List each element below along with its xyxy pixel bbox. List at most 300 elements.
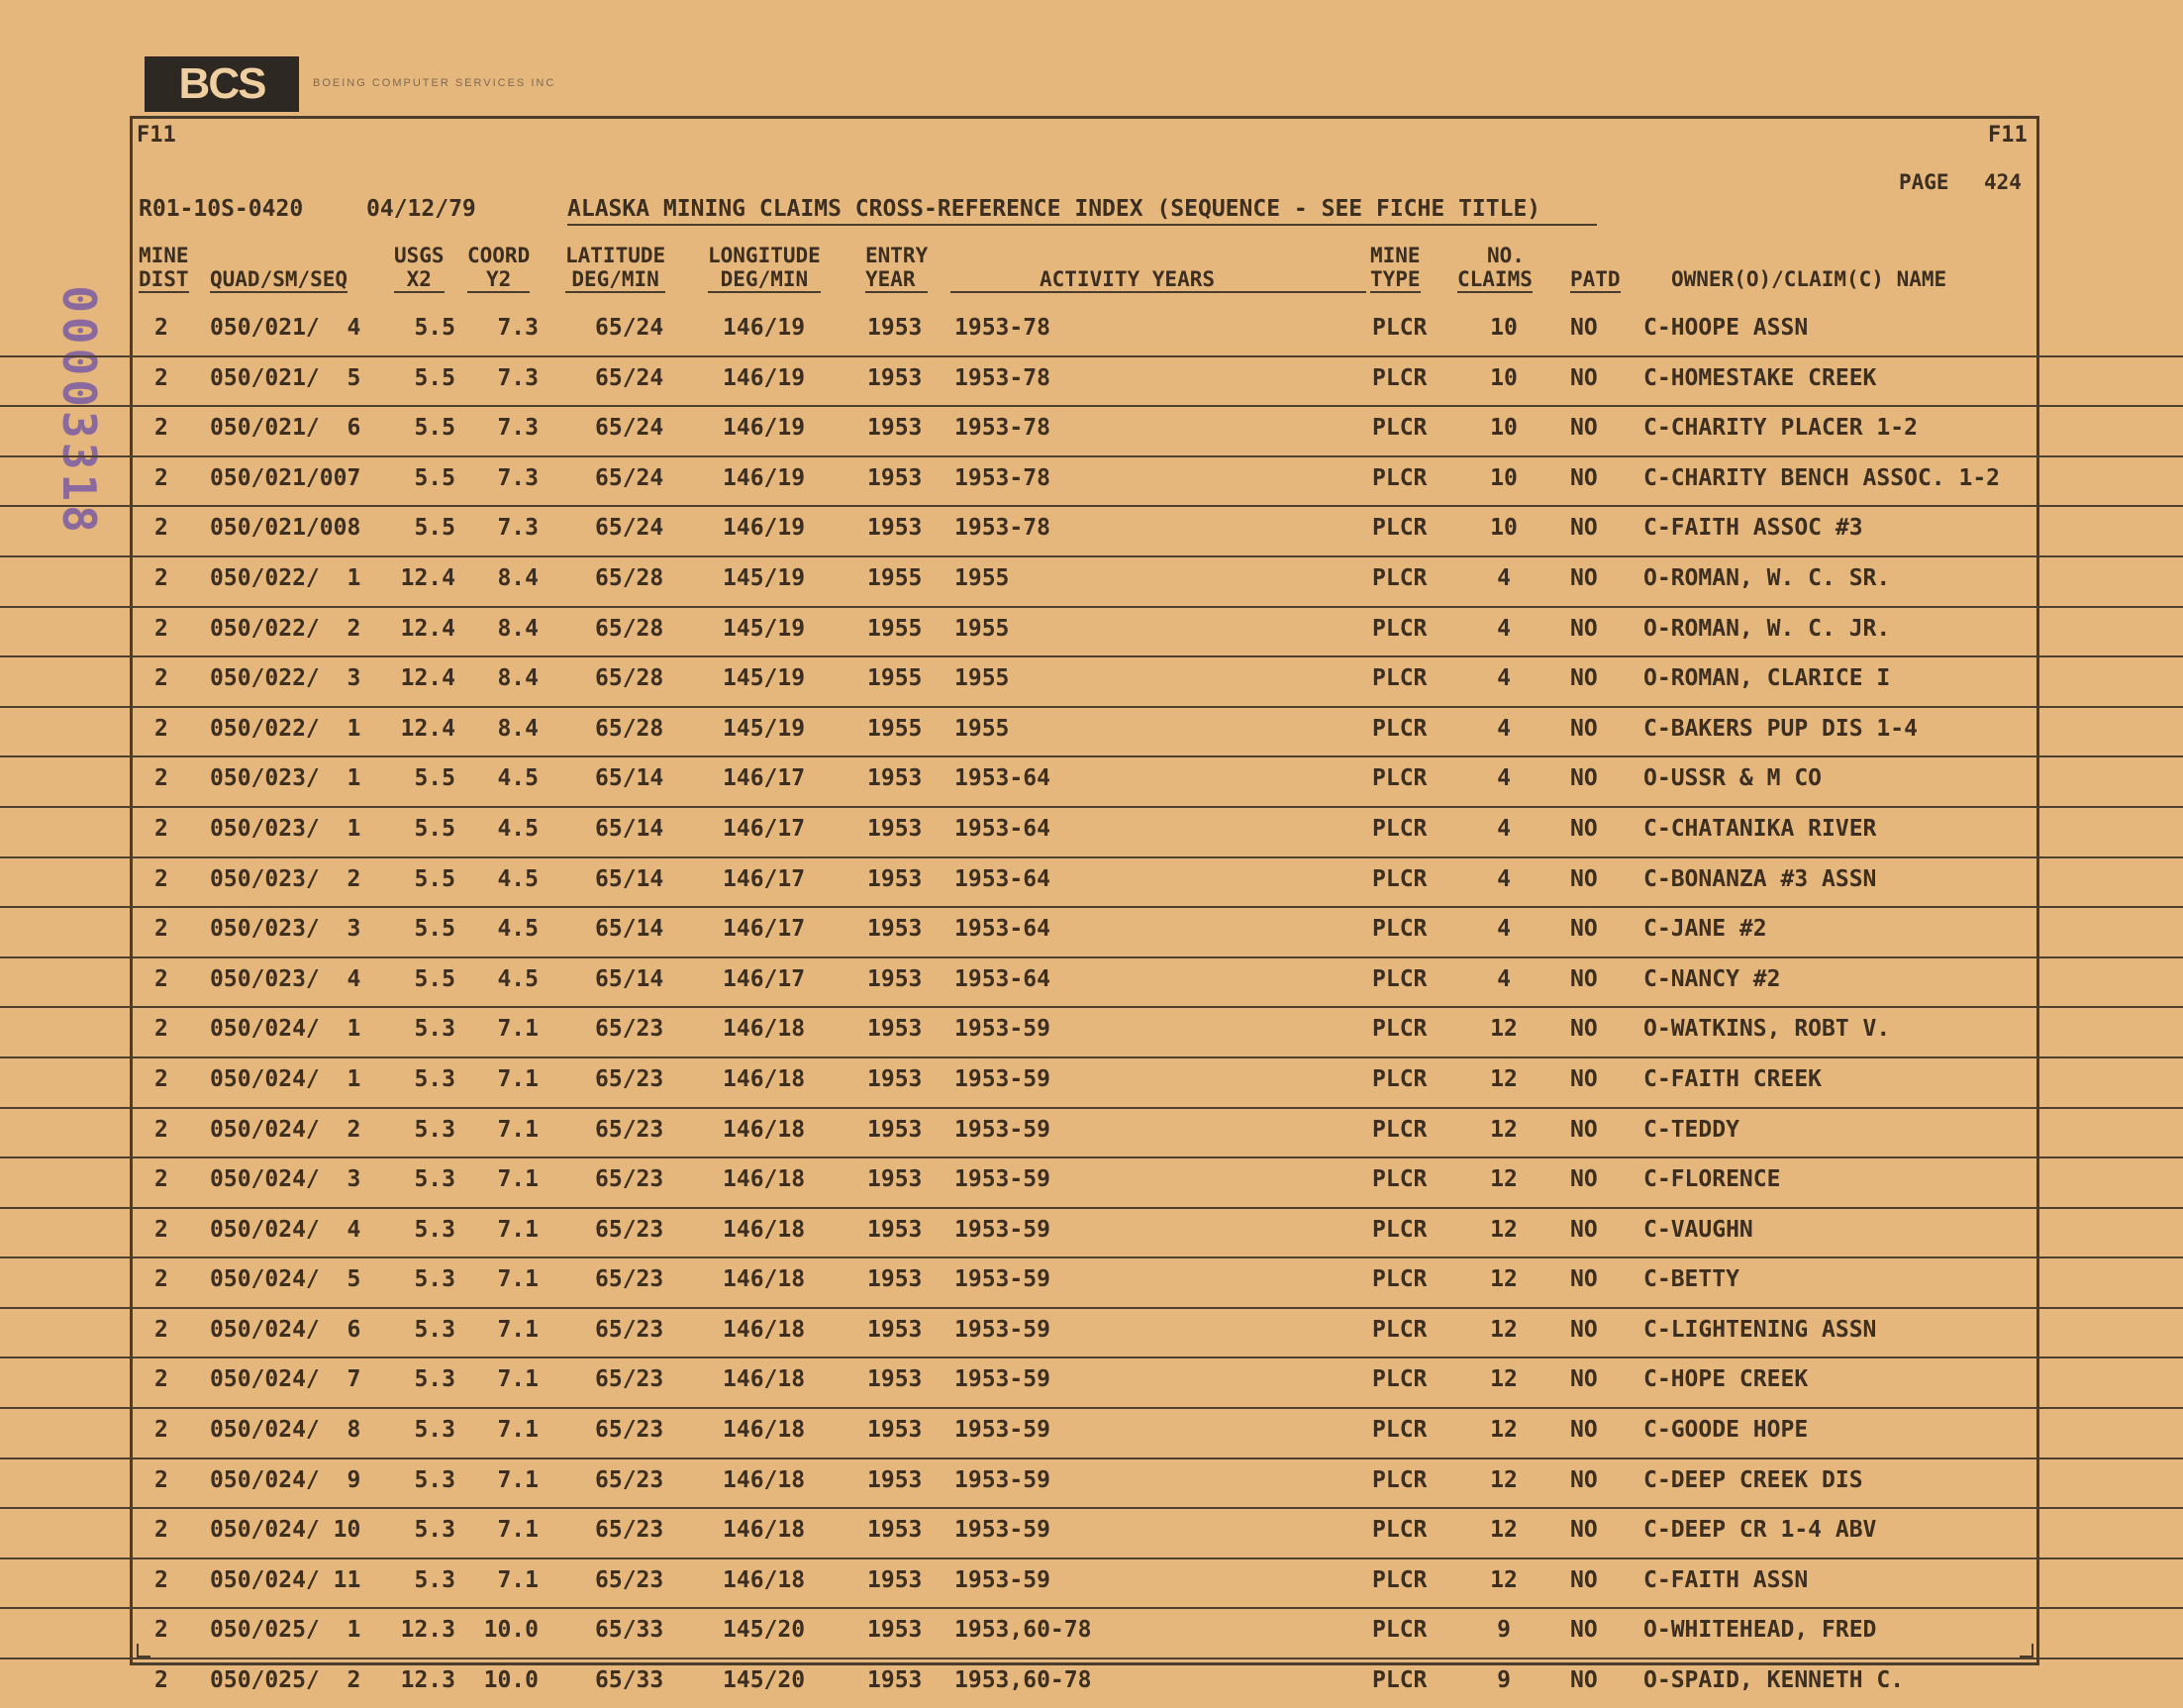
latitude-cell: 65/28 [595,615,664,642]
mine-dist-cell: 2 [154,515,168,542]
claims-cell: 12 [1490,1566,1518,1593]
quad-cell: 050/024/ 8 [210,1417,361,1444]
y2-cell: 7.1 [497,1166,539,1193]
patd-cell: NO [1570,1016,1598,1043]
latitude-cell: 65/23 [595,1417,664,1444]
claims-cell: 12 [1490,1366,1518,1393]
patd-cell: NO [1570,865,1598,892]
patd-cell: NO [1570,1566,1598,1593]
x2-cell: 5.5 [414,415,455,442]
mine-dist-cell: 2 [154,1466,168,1493]
mine-type-cell: PLCR [1372,765,1428,792]
header-claims [1457,244,1533,293]
header-longitude [708,244,821,293]
activity-years-cell: 1953-78 [954,515,1050,542]
activity-years-cell: 1953-64 [954,815,1050,842]
mine-type-cell: PLCR [1372,415,1428,442]
table-row [0,1158,2183,1209]
latitude-cell: 65/23 [595,1166,664,1193]
quad-cell: 050/024/ 1 [210,1016,361,1043]
y2-cell: 7.1 [497,1517,539,1544]
owner-claim-name-cell: C-FLORENCE [1643,1166,1781,1193]
mine-type-cell: PLCR [1372,1517,1428,1544]
entry-year-cell: 1953 [867,1667,923,1694]
owner-claim-name-cell: O-USSR & M CO [1643,765,1823,792]
entry-year-cell: 1953 [867,1216,923,1243]
entry-year-cell: 1953 [867,1116,923,1143]
header-no: NO. [1487,244,1525,267]
latitude-cell: 65/23 [595,1216,664,1243]
quad-cell: 050/024/ 7 [210,1366,361,1393]
mine-type-cell: PLCR [1372,1116,1428,1143]
claims-cell: 4 [1497,965,1511,992]
report-date: 04/12/79 [366,196,476,222]
latitude-cell: 65/28 [595,665,664,692]
owner-claim-name-cell: C-DEEP CREEK DIS [1643,1466,1863,1493]
table-row [0,1258,2183,1309]
mine-type-cell: PLCR [1372,1417,1428,1444]
patd-cell: NO [1570,615,1598,642]
entry-year-cell: 1953 [867,965,923,992]
claims-table [0,307,2183,1708]
x2-cell: 12.3 [400,1617,455,1644]
mine-dist-cell: 2 [154,1517,168,1544]
entry-year-cell: 1953 [867,1517,923,1544]
latitude-cell: 65/14 [595,965,664,992]
quad-cell: 050/021/ 4 [210,315,361,341]
y2-cell: 7.1 [497,1366,539,1393]
mine-dist-cell: 2 [154,1417,168,1444]
activity-years-cell: 1953,60-78 [954,1617,1092,1644]
activity-years-cell: 1953-59 [954,1316,1050,1343]
entry-year-cell: 1953 [867,1617,923,1644]
patd-cell: NO [1570,1216,1598,1243]
header-mine-type-bottom: TYPE [1370,267,1421,291]
entry-year-cell: 1955 [867,715,923,742]
entry-year-cell: 1953 [867,364,923,391]
patd-cell: NO [1570,1366,1598,1393]
owner-claim-name-cell: C-BAKERS PUP DIS 1-4 [1643,715,1918,742]
owner-claim-name-cell: C-JANE #2 [1643,916,1767,943]
logo-subtitle: BOEING COMPUTER SERVICES INC [313,77,556,89]
entry-year-cell: 1953 [867,865,923,892]
table-row [0,1008,2183,1058]
patd-cell: NO [1570,715,1598,742]
bcs-logo: BCS [145,56,299,112]
patd-cell: NO [1570,916,1598,943]
header-longitude-label: LONGITUDE [708,244,821,267]
quad-cell: 050/024/ 3 [210,1166,361,1193]
patd-cell: NO [1570,1466,1598,1493]
x2-cell: 12.4 [400,615,455,642]
activity-years-cell: 1953-59 [954,1116,1050,1143]
x2-cell: 12.3 [400,1667,455,1694]
entry-year-cell: 1955 [867,665,923,692]
activity-years-cell: 1953-59 [954,1366,1050,1393]
y2-cell: 8.4 [497,564,539,591]
mine-dist-cell: 2 [154,615,168,642]
latitude-cell: 65/28 [595,564,664,591]
table-row [0,608,2183,658]
activity-years-cell: 1955 [954,564,1010,591]
y2-cell: 7.1 [497,1316,539,1343]
patd-cell: NO [1570,464,1598,491]
mine-dist-cell: 2 [154,1166,168,1193]
mine-type-cell: PLCR [1372,564,1428,591]
mine-dist-cell: 2 [154,1266,168,1293]
quad-cell: 050/023/ 2 [210,865,361,892]
x2-cell: 12.4 [400,665,455,692]
owner-claim-name-cell: C-CHARITY BENCH ASSOC. 1-2 [1643,464,2001,491]
patd-cell: NO [1570,1667,1598,1694]
activity-years-cell: 1955 [954,715,1010,742]
entry-year-cell: 1953 [867,916,923,943]
mine-type-cell: PLCR [1372,665,1428,692]
claims-cell: 12 [1490,1116,1518,1143]
quad-cell: 050/024/ 4 [210,1216,361,1243]
mine-dist-cell: 2 [154,1116,168,1143]
table-row [0,507,2183,557]
mine-dist-cell: 2 [154,715,168,742]
latitude-cell: 65/23 [595,1116,664,1143]
mine-type-cell: PLCR [1372,1065,1428,1092]
latitude-cell: 65/24 [595,315,664,341]
quad-cell: 050/021/ 5 [210,364,361,391]
y2-cell: 7.3 [497,364,539,391]
longitude-cell: 146/18 [723,1065,806,1092]
patd-cell: NO [1570,1166,1598,1193]
y2-cell: 7.1 [497,1065,539,1092]
header-dist: DIST [139,267,189,291]
claims-cell: 12 [1490,1417,1518,1444]
quad-cell: 050/024/ 10 [210,1517,361,1544]
mine-type-cell: PLCR [1372,615,1428,642]
patd-cell: NO [1570,1116,1598,1143]
quad-cell: 050/023/ 3 [210,916,361,943]
quad-cell: 050/024/ 11 [210,1566,361,1593]
table-row [0,1459,2183,1510]
latitude-cell: 65/24 [595,515,664,542]
mine-dist-cell: 2 [154,315,168,341]
entry-year-cell: 1953 [867,1065,923,1092]
entry-year-cell: 1953 [867,415,923,442]
mine-type-cell: PLCR [1372,1466,1428,1493]
report-id: R01-10S-0420 [139,196,304,222]
longitude-cell: 146/17 [723,815,806,842]
quad-cell: 050/022/ 3 [210,665,361,692]
patd-cell: NO [1570,1517,1598,1544]
x2-cell: 5.3 [414,1316,455,1343]
table-row [0,1358,2183,1409]
activity-years-cell: 1953-78 [954,315,1050,341]
mine-type-cell: PLCR [1372,1216,1428,1243]
y2-cell: 8.4 [497,615,539,642]
header-entry: ENTRY [865,244,929,267]
entry-year-cell: 1953 [867,315,923,341]
table-row [0,307,2183,357]
claims-cell: 10 [1490,515,1518,542]
claims-cell: 12 [1490,1266,1518,1293]
entry-year-cell: 1953 [867,765,923,792]
longitude-cell: 145/19 [723,715,806,742]
entry-year-cell: 1953 [867,1566,923,1593]
x2-cell: 12.4 [400,715,455,742]
patd-cell: NO [1570,1266,1598,1293]
x2-cell: 5.3 [414,1166,455,1193]
patd-cell: NO [1570,665,1598,692]
header-x2: X2 [394,267,445,293]
corner-mark-right [2020,1644,2034,1658]
page-number: 424 [1984,170,2022,194]
latitude-cell: 65/23 [595,1065,664,1092]
x2-cell: 5.5 [414,916,455,943]
activity-years-cell: 1953-78 [954,415,1050,442]
header-y2: Y2 [467,267,530,293]
header-mine-dist [139,244,189,293]
x2-cell: 12.4 [400,564,455,591]
mine-dist-cell: 2 [154,815,168,842]
longitude-cell: 146/18 [723,1566,806,1593]
x2-cell: 5.3 [414,1366,455,1393]
activity-years-cell: 1953-59 [954,1517,1050,1544]
table-row [0,757,2183,808]
activity-years-cell: 1953-59 [954,1417,1050,1444]
x2-cell: 5.5 [414,965,455,992]
header-usgs-x2 [394,244,445,293]
activity-years-cell: 1955 [954,665,1010,692]
longitude-cell: 146/19 [723,515,806,542]
table-row [0,657,2183,708]
x2-cell: 5.5 [414,765,455,792]
owner-claim-name-cell: C-LIGHTENING ASSN [1643,1316,1877,1343]
quad-cell: 050/025/ 1 [210,1617,361,1644]
latitude-cell: 65/14 [595,916,664,943]
table-row [0,1209,2183,1259]
y2-cell: 8.4 [497,715,539,742]
table-row [0,407,2183,457]
x2-cell: 5.3 [414,1116,455,1143]
entry-year-cell: 1953 [867,1316,923,1343]
x2-cell: 5.3 [414,1216,455,1243]
entry-year-cell: 1953 [867,1016,923,1043]
header-latitude [565,244,665,293]
owner-claim-name-cell: C-BETTY [1643,1266,1739,1293]
y2-cell: 7.1 [497,1266,539,1293]
x2-cell: 5.3 [414,1466,455,1493]
latitude-cell: 65/33 [595,1617,664,1644]
header-usgs: USGS [394,244,445,267]
patd-cell: NO [1570,815,1598,842]
owner-claim-name-cell: C-DEEP CR 1-4 ABV [1643,1517,1877,1544]
longitude-cell: 146/18 [723,1116,806,1143]
x2-cell: 5.5 [414,515,455,542]
mine-type-cell: PLCR [1372,1667,1428,1694]
header-mine-type [1370,244,1421,293]
x2-cell: 5.5 [414,464,455,491]
x2-cell: 5.3 [414,1417,455,1444]
quad-cell: 050/023/ 1 [210,815,361,842]
x2-cell: 5.3 [414,1065,455,1092]
latitude-cell: 65/33 [595,1667,664,1694]
activity-years-cell: 1953-59 [954,1016,1050,1043]
table-row [0,1058,2183,1109]
mine-dist-cell: 2 [154,464,168,491]
patd-cell: NO [1570,564,1598,591]
header-patd [1570,244,1621,293]
latitude-cell: 65/14 [595,815,664,842]
mine-type-cell: PLCR [1372,916,1428,943]
mine-dist-cell: 2 [154,1016,168,1043]
mine-dist-cell: 2 [154,1667,168,1694]
y2-cell: 4.5 [497,916,539,943]
mine-dist-cell: 2 [154,1216,168,1243]
mine-type-cell: PLCR [1372,315,1428,341]
patd-cell: NO [1570,1316,1598,1343]
quad-cell: 050/022/ 1 [210,564,361,591]
latitude-cell: 65/23 [595,1366,664,1393]
latitude-cell: 65/23 [595,1466,664,1493]
latitude-cell: 65/23 [595,1566,664,1593]
longitude-cell: 146/18 [723,1316,806,1343]
patd-cell: NO [1570,415,1598,442]
header-coord-y2 [467,244,530,293]
y2-cell: 8.4 [497,665,539,692]
activity-years-cell: 1955 [954,615,1010,642]
y2-cell: 7.1 [497,1116,539,1143]
header-owner [1671,244,1946,291]
owner-claim-name-cell: O-ROMAN, W. C. JR. [1643,615,1891,642]
mine-dist-cell: 2 [154,1065,168,1092]
owner-claim-name-cell: O-ROMAN, CLARICE I [1643,665,1891,692]
longitude-cell: 146/18 [723,1166,806,1193]
mine-dist-cell: 2 [154,415,168,442]
table-row [0,858,2183,909]
x2-cell: 5.5 [414,364,455,391]
y2-cell: 10.0 [483,1617,539,1644]
claims-cell: 10 [1490,415,1518,442]
mine-type-cell: PLCR [1372,715,1428,742]
mine-dist-cell: 2 [154,916,168,943]
longitude-cell: 146/19 [723,464,806,491]
mine-type-cell: PLCR [1372,815,1428,842]
entry-year-cell: 1953 [867,1466,923,1493]
claims-cell: 4 [1497,665,1511,692]
owner-claim-name-cell: C-FAITH CREEK [1643,1065,1823,1092]
claims-cell: 12 [1490,1517,1518,1544]
mine-dist-cell: 2 [154,665,168,692]
longitude-cell: 146/19 [723,315,806,341]
activity-years-cell: 1953-64 [954,765,1050,792]
mine-type-cell: PLCR [1372,515,1428,542]
longitude-cell: 146/18 [723,1517,806,1544]
claims-cell: 4 [1497,815,1511,842]
quad-cell: 050/021/ 6 [210,415,361,442]
mine-type-cell: PLCR [1372,965,1428,992]
quad-cell: 050/024/ 1 [210,1065,361,1092]
x2-cell: 5.5 [414,315,455,341]
activity-years-cell: 1953-59 [954,1216,1050,1243]
table-row [0,1609,2183,1659]
table-row [0,1109,2183,1159]
mine-type-cell: PLCR [1372,1016,1428,1043]
report-title-underline [567,224,1597,226]
claims-cell: 12 [1490,1316,1518,1343]
header-year: YEAR [865,267,928,293]
table-row [0,1659,2183,1708]
quad-cell: 050/021/007 [210,464,361,491]
latitude-cell: 65/23 [595,1517,664,1544]
owner-claim-name-cell: C-GOODE HOPE [1643,1417,1809,1444]
mine-dist-cell: 2 [154,1617,168,1644]
header-latitude-label: LATITUDE [565,244,666,267]
mine-type-cell: PLCR [1372,1266,1428,1293]
owner-claim-name-cell: C-CHATANIKA RIVER [1643,815,1877,842]
table-row [0,908,2183,958]
table-row [0,457,2183,508]
mine-dist-cell: 2 [154,965,168,992]
latitude-cell: 65/14 [595,765,664,792]
latitude-cell: 65/24 [595,415,664,442]
mine-dist-cell: 2 [154,1316,168,1343]
x2-cell: 5.3 [414,1566,455,1593]
mine-type-cell: PLCR [1372,364,1428,391]
claims-cell: 4 [1497,916,1511,943]
mine-type-cell: PLCR [1372,464,1428,491]
table-row [0,357,2183,408]
x2-cell: 5.5 [414,815,455,842]
header-activity-label: ACTIVITY YEARS [950,267,1366,293]
owner-claim-name-cell: C-TEDDY [1643,1116,1739,1143]
owner-claim-name-cell: O-WATKINS, ROBT V. [1643,1016,1891,1043]
claims-cell: 10 [1490,464,1518,491]
owner-claim-name-cell: O-SPAID, KENNETH C. [1643,1667,1905,1694]
entry-year-cell: 1953 [867,1366,923,1393]
entry-year-cell: 1955 [867,615,923,642]
report-title: ALASKA MINING CLAIMS CROSS-REFERENCE INDEX (SEQUENCE - SEE FICHE TITLE) [567,196,1541,222]
patd-cell: NO [1570,315,1598,341]
longitude-cell: 146/18 [723,1366,806,1393]
longitude-cell: 146/19 [723,415,806,442]
owner-claim-name-cell: C-HOMESTAKE CREEK [1643,364,1877,391]
latitude-cell: 65/23 [595,1016,664,1043]
owner-claim-name-cell: C-HOPE CREEK [1643,1366,1809,1393]
patd-cell: NO [1570,1417,1598,1444]
header-owner-label: OWNER(O)/CLAIM(C) NAME [1671,267,1947,291]
mine-dist-cell: 2 [154,765,168,792]
mine-dist-cell: 2 [154,564,168,591]
stamp-number-text: 00003318 [52,285,106,537]
y2-cell: 7.1 [497,1417,539,1444]
longitude-cell: 145/20 [723,1617,806,1644]
x2-cell: 5.3 [414,1517,455,1544]
patd-cell: NO [1570,965,1598,992]
mine-type-cell: PLCR [1372,1366,1428,1393]
patd-cell: NO [1570,1065,1598,1092]
quad-cell: 050/022/ 1 [210,715,361,742]
longitude-cell: 146/18 [723,1016,806,1043]
claims-cell: 10 [1490,364,1518,391]
quad-cell: 050/025/ 2 [210,1667,361,1694]
y2-cell: 7.3 [497,415,539,442]
owner-claim-name-cell: C-BONANZA #3 ASSN [1643,865,1877,892]
claims-cell: 12 [1490,1466,1518,1493]
y2-cell: 10.0 [483,1667,539,1694]
mine-dist-cell: 2 [154,1366,168,1393]
longitude-cell: 146/17 [723,765,806,792]
table-row [0,708,2183,758]
owner-claim-name-cell: C-CHARITY PLACER 1-2 [1643,415,1918,442]
entry-year-cell: 1953 [867,815,923,842]
